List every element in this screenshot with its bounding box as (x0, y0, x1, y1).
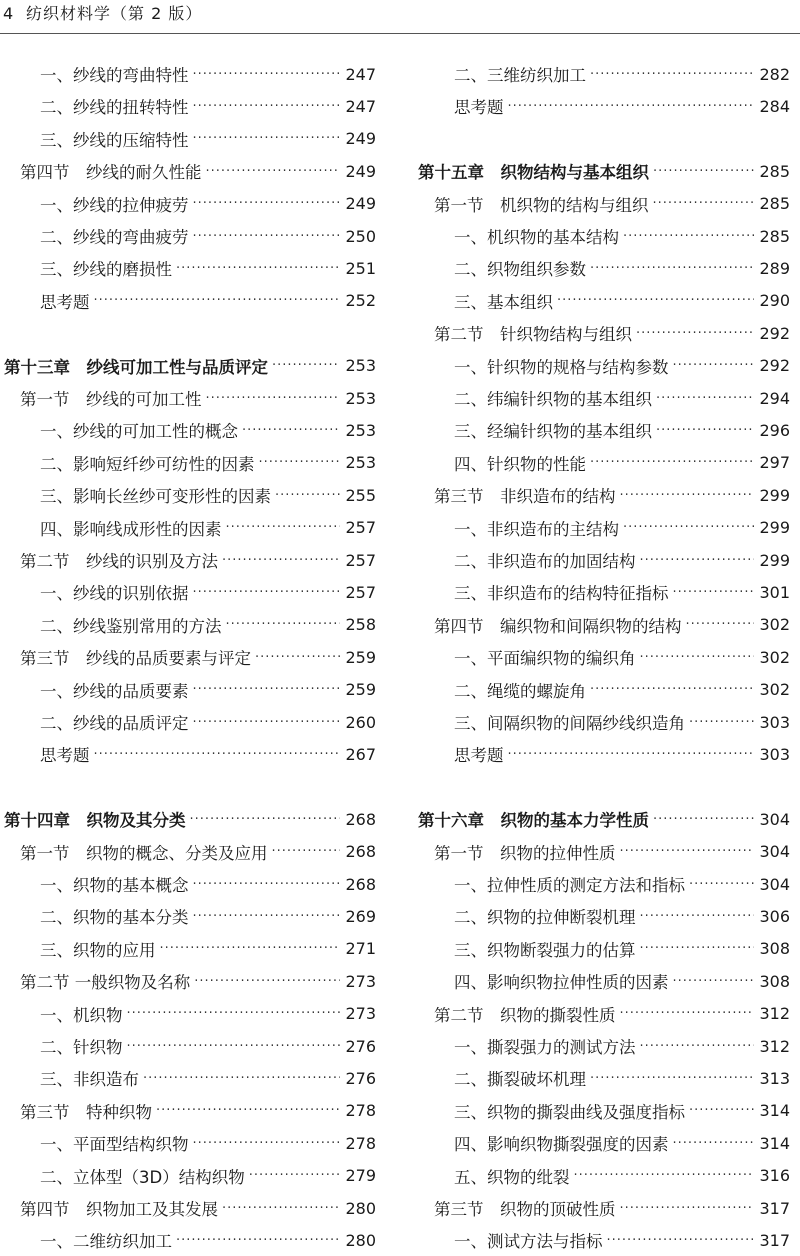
toc-entry-label: 一、测试方法与指标 (454, 1232, 603, 1252)
toc-page-number: 251 (345, 258, 376, 278)
toc-page-number: 257 (345, 518, 376, 538)
toc-page-number: 279 (345, 1166, 376, 1186)
toc-subsection-entry[interactable] (0, 252, 380, 284)
toc-entry-label: 三、纱线的磨损性 (40, 260, 172, 280)
toc-page-number: 303 (759, 712, 790, 732)
toc-subsection-entry[interactable] (414, 447, 794, 479)
toc-page-number: 314 (759, 1101, 790, 1121)
toc-leader-dots (245, 1168, 340, 1183)
toc-leader-dots (189, 99, 341, 114)
toc-entry-label: 一、撕裂强力的测试方法 (454, 1038, 636, 1057)
toc-subsection-entry[interactable] (0, 447, 380, 479)
toc-entry-label: 四、影响线成形性的因素 (40, 519, 222, 539)
toc-subsection-entry[interactable] (0, 220, 380, 252)
toc-page-number: 303 (759, 744, 790, 764)
toc-entry-label: 二、织物的基本分类 (40, 908, 189, 928)
toc-entry-label: 一、平面型结构织物 (40, 1135, 189, 1155)
toc-leader-dots (636, 650, 755, 665)
toc-page-number: 280 (345, 1230, 376, 1250)
toc-subsection-entry[interactable] (414, 1095, 794, 1127)
toc-page-number: 247 (345, 96, 376, 116)
toc-subsection-entry[interactable] (414, 90, 794, 122)
toc-entry-label: 第一节 织物的拉伸性质 (434, 843, 616, 863)
toc-leader-dots (152, 1103, 340, 1118)
toc-section-entry[interactable] (414, 188, 794, 220)
toc-subsection-entry[interactable] (0, 1160, 380, 1192)
toc-leader-dots (616, 844, 755, 859)
toc-page-number: 268 (345, 874, 376, 894)
toc-page-number: 296 (759, 420, 790, 440)
toc-entry-label: 第三节 纱线的品质要素与评定 (20, 649, 251, 669)
toc-page-number: 278 (345, 1133, 376, 1153)
toc-subsection-entry[interactable] (414, 1062, 794, 1094)
toc-leader-dots (603, 1233, 755, 1248)
toc-page-number: 299 (759, 485, 790, 505)
toc-entry-label: 一、纱线的品质要素 (40, 681, 189, 701)
toc-right-column (414, 0, 794, 1252)
toc-subsection-entry[interactable] (414, 512, 794, 544)
toc-page-number: 258 (345, 615, 376, 635)
toc-subsection-entry[interactable] (414, 58, 794, 90)
toc-leader-dots (669, 1136, 755, 1151)
toc-section-entry[interactable] (414, 317, 794, 349)
toc-page-number: 285 (759, 161, 790, 181)
toc-entry-label: 二、织物组织参数 (454, 260, 586, 280)
toc-leader-dots (202, 164, 341, 179)
toc-page-number: 253 (345, 356, 376, 376)
toc-entry-label: 四、影响织物撕裂强度的因素 (454, 1135, 669, 1155)
toc-page-number: 259 (345, 647, 376, 667)
toc-entry-label: 一、机织物 (40, 1005, 123, 1025)
toc-subsection-entry[interactable] (414, 868, 794, 900)
toc-entry-label: 三、织物的撕裂曲线及强度指标 (454, 1102, 685, 1122)
toc-leader-dots (586, 455, 754, 470)
toc-leader-dots (90, 293, 341, 308)
toc-page-number: 297 (759, 453, 790, 473)
toc-leader-dots (189, 1136, 341, 1151)
toc-page-number: 285 (759, 226, 790, 246)
toc-subsection-entry[interactable] (414, 382, 794, 414)
toc-leader-dots (189, 877, 341, 892)
toc-leader-dots (586, 1071, 754, 1086)
toc-leader-dots (172, 261, 340, 276)
toc-leader-dots (636, 941, 755, 956)
toc-section-entry[interactable] (0, 641, 380, 673)
toc-section-entry[interactable] (0, 544, 380, 576)
toc-entry-label: 第三节 织物的顶破性质 (434, 1200, 616, 1219)
toc-entry-label: 一、非织造布的主结构 (454, 519, 619, 539)
toc-page-number: 306 (759, 906, 790, 926)
toc-page-number: 278 (345, 1101, 376, 1121)
toc-subsection-entry[interactable] (414, 674, 794, 706)
toc-entry-label: 一、拉伸性质的测定方法和指标 (454, 876, 685, 895)
toc-chapter-entry[interactable] (414, 803, 794, 835)
toc-entry-label: 一、机织物的基本结构 (454, 228, 619, 247)
toc-page-number: 292 (759, 356, 790, 376)
toc-entry-label: 三、非织造布 (40, 1070, 139, 1090)
toc-subsection-entry[interactable] (414, 706, 794, 738)
toc-entry-label: 二、织物的拉伸断裂机理 (454, 908, 636, 928)
toc-entry-label: 四、针织物的性能 (454, 454, 586, 474)
toc-page-number: 294 (759, 388, 790, 408)
toc-leader-dots (649, 196, 755, 211)
toc-entry-label: 第三节 非织造布的结构 (434, 487, 616, 507)
toc-page-number: 308 (759, 939, 790, 959)
toc-page-number: 304 (759, 809, 790, 829)
header-page-number: 4 (3, 4, 14, 23)
toc-leader-dots (504, 747, 755, 762)
toc-leader-dots (123, 1006, 341, 1021)
toc-leader-dots (636, 1039, 755, 1054)
toc-entry-label: 三、非织造布的结构特征指标 (454, 584, 669, 604)
toc-section-entry[interactable] (0, 1095, 380, 1127)
toc-leader-dots (189, 196, 341, 211)
toc-entry-label: 一、纱线的拉伸疲劳 (40, 195, 189, 215)
toc-page-number: 285 (759, 194, 790, 214)
toc-leader-dots (619, 229, 754, 244)
toc-page-number: 250 (345, 226, 376, 246)
toc-entry-label: 二、纱线的扭转特性 (40, 98, 189, 118)
toc-entry-label: 二、非织造布的加固结构 (454, 552, 636, 571)
toc-subsection-entry[interactable] (0, 479, 380, 511)
toc-subsection-entry[interactable] (0, 1224, 380, 1256)
toc-entry-label: 第四节 编织物和间隔织物的结构 (434, 616, 682, 636)
toc-page-number: 290 (759, 291, 790, 311)
toc-leader-dots (172, 1233, 340, 1248)
toc-leader-dots (271, 488, 340, 503)
toc-entry-label: 第四节 纱线的耐久性能 (20, 163, 202, 183)
toc-entry-label: 二、绳缆的螺旋角 (454, 681, 586, 701)
toc-page-number: 269 (345, 906, 376, 926)
toc-entry-label: 思考题 (40, 746, 90, 766)
toc-page-number: 273 (345, 971, 376, 991)
toc-leader-dots (218, 1201, 340, 1216)
toc-leader-dots (636, 553, 755, 568)
toc-leader-dots (616, 1006, 755, 1021)
toc-leader-dots (632, 326, 754, 341)
toc-page-number: 282 (759, 64, 790, 84)
toc-subsection-entry[interactable] (414, 1127, 794, 1159)
toc-page-number: 308 (759, 971, 790, 991)
toc-leader-dots (652, 391, 754, 406)
toc-entry-label: 第十四章 织物及其分类 (4, 811, 186, 831)
toc-entry-label: 二、针织物 (40, 1038, 123, 1057)
toc-leader-dots (636, 909, 755, 924)
toc-entry-label: 一、织物的基本概念 (40, 876, 189, 895)
toc-entry-label: 第一节 机织物的结构与组织 (434, 195, 649, 215)
toc-leader-dots (586, 261, 754, 276)
toc-section-entry[interactable] (0, 382, 380, 414)
toc-page-number: 249 (345, 161, 376, 181)
toc-entry-label: 思考题 (40, 292, 90, 312)
toc-leader-dots (652, 423, 754, 438)
toc-entry-label: 第二节 织物的撕裂性质 (434, 1005, 616, 1025)
toc-subsection-entry[interactable] (0, 674, 380, 706)
toc-subsection-entry[interactable] (414, 576, 794, 608)
toc-subsection-entry[interactable] (0, 90, 380, 122)
toc-entry-label: 第十六章 织物的基本力学性质 (418, 811, 649, 831)
toc-page-number: 253 (345, 388, 376, 408)
toc-entry-label: 第四节 织物加工及其发展 (20, 1200, 218, 1219)
toc-entry-label: 第二节 一般织物及名称 (20, 973, 191, 993)
toc-subsection-entry[interactable] (414, 220, 794, 252)
toc-page-number: 276 (345, 1036, 376, 1056)
toc-leader-dots (189, 909, 341, 924)
toc-leader-dots (570, 1168, 755, 1183)
toc-page-number: 253 (345, 420, 376, 440)
toc-leader-dots (553, 293, 754, 308)
toc-leader-dots (268, 358, 340, 373)
toc-entry-label: 二、纱线的弯曲疲劳 (40, 228, 189, 247)
toc-subsection-entry[interactable] (414, 350, 794, 382)
toc-leader-dots (616, 488, 755, 503)
toc-page-number: 255 (345, 485, 376, 505)
toc-leader-dots (504, 99, 755, 114)
toc-page-number: 260 (345, 712, 376, 732)
toc-entry-label: 二、立体型（3D）结构织物 (40, 1167, 245, 1187)
toc-entry-label: 思考题 (454, 746, 504, 766)
toc-leader-dots (669, 585, 755, 600)
toc-entry-label: 三、织物的应用 (40, 940, 156, 960)
header-book-title: 纺织材料学（第 2 版） (26, 4, 203, 23)
toc-subsection-entry[interactable] (414, 965, 794, 997)
toc-page-number: 312 (759, 1004, 790, 1024)
toc-section-entry[interactable] (414, 998, 794, 1030)
toc-subsection-entry[interactable] (0, 576, 380, 608)
toc-page-number: 316 (759, 1166, 790, 1186)
toc-section-entry[interactable] (0, 965, 380, 997)
toc-leader-dots (190, 974, 340, 989)
toc-subsection-entry[interactable] (0, 998, 380, 1030)
toc-subsection-entry[interactable] (0, 1127, 380, 1159)
toc-page-number: 313 (759, 1068, 790, 1088)
toc-entry-label: 一、纱线的弯曲特性 (40, 66, 189, 85)
toc-page-number: 259 (345, 680, 376, 700)
toc-page-number: 249 (345, 194, 376, 214)
toc-leader-dots (685, 715, 754, 730)
toc-entry-label: 三、纱线的压缩特性 (40, 130, 189, 150)
toc-entry-label: 四、影响织物拉伸性质的因素 (454, 973, 669, 993)
toc-entry-label: 一、平面编织物的编织角 (454, 649, 636, 669)
toc-section-entry[interactable] (0, 1192, 380, 1224)
toc-entry-label: 第十三章 纱线可加工性与品质评定 (4, 357, 268, 377)
toc-entry-label: 一、针织物的规格与结构参数 (454, 357, 669, 377)
toc-entry-label: 三、基本组织 (454, 292, 553, 312)
toc-page-number: 257 (345, 550, 376, 570)
toc-leader-dots (139, 1071, 340, 1086)
toc-chapter-entry[interactable] (414, 155, 794, 187)
toc-leader-dots (669, 974, 755, 989)
toc-page-number: 302 (759, 647, 790, 667)
toc-entry-label: 一、纱线的识别依据 (40, 584, 189, 604)
toc-page-number: 301 (759, 582, 790, 602)
toc-entry-label: 第二节 针织物结构与组织 (434, 325, 632, 345)
toc-page-number: 268 (345, 842, 376, 862)
toc-leader-dots (268, 844, 341, 859)
toc-subsection-entry[interactable] (0, 512, 380, 544)
toc-page-number: 299 (759, 550, 790, 570)
toc-page-number: 292 (759, 323, 790, 343)
toc-leader-dots (685, 877, 754, 892)
toc-subsection-entry[interactable] (414, 1224, 794, 1256)
toc-page-number: 257 (345, 582, 376, 602)
toc-leader-dots (123, 1039, 341, 1054)
toc-section-entry[interactable] (414, 479, 794, 511)
toc-leader-dots (649, 812, 754, 827)
toc-entry-label: 三、经编针织物的基本组织 (454, 422, 652, 442)
toc-subsection-entry[interactable] (414, 252, 794, 284)
toc-leader-dots (669, 358, 755, 373)
toc-subsection-entry[interactable] (414, 1030, 794, 1062)
toc-chapter-entry[interactable] (0, 350, 380, 382)
toc-page-number: 317 (759, 1198, 790, 1218)
toc-entry-label: 三、织物断裂强力的估算 (454, 940, 636, 960)
toc-page-number: 280 (345, 1198, 376, 1218)
toc-leader-dots (586, 682, 754, 697)
toc-leader-dots (156, 941, 341, 956)
toc-subsection-entry[interactable] (0, 1062, 380, 1094)
toc-subsection-entry[interactable] (414, 900, 794, 932)
toc-entry-label: 二、纱线鉴别常用的方法 (40, 616, 222, 636)
toc-page-number: 314 (759, 1133, 790, 1153)
toc-subsection-entry[interactable] (0, 1030, 380, 1062)
toc-subsection-entry[interactable] (0, 58, 380, 90)
toc-page-number: 299 (759, 518, 790, 538)
toc-page-number: 284 (759, 96, 790, 116)
toc-page-number: 267 (345, 744, 376, 764)
toc-leader-dots (189, 67, 341, 82)
toc-page-number: 317 (759, 1230, 790, 1250)
toc-subsection-entry[interactable] (0, 285, 380, 317)
toc-leader-dots (218, 553, 340, 568)
toc-page-number: 252 (345, 291, 376, 311)
toc-subsection-entry[interactable] (0, 738, 380, 770)
toc-entry-label: 五、织物的纰裂 (454, 1167, 570, 1187)
toc-section-entry[interactable] (414, 1192, 794, 1224)
toc-entry-label: 思考题 (454, 98, 504, 118)
toc-leader-dots (90, 747, 341, 762)
toc-entry-label: 第一节 织物的概念、分类及应用 (20, 843, 268, 863)
toc-page-number: 276 (345, 1068, 376, 1088)
toc-leader-dots (682, 617, 755, 632)
toc-leader-dots (186, 812, 341, 827)
toc-section-entry[interactable] (414, 609, 794, 641)
toc-page-number: 253 (345, 453, 376, 473)
toc-section-entry[interactable] (414, 836, 794, 868)
toc-entry-label: 三、影响长丝纱可变形性的因素 (40, 487, 271, 507)
toc-subsection-entry[interactable] (414, 933, 794, 965)
toc-page-number: 273 (345, 1004, 376, 1024)
toc-leader-dots (649, 164, 754, 179)
toc-leader-dots (222, 617, 341, 632)
toc-page-number: 304 (759, 874, 790, 894)
toc-leader-dots (586, 67, 754, 82)
toc-subsection-entry[interactable] (0, 188, 380, 220)
toc-entry-label: 第二节 纱线的识别及方法 (20, 552, 218, 571)
toc-subsection-entry[interactable] (0, 933, 380, 965)
toc-entry-label: 第十五章 织物结构与基本组织 (418, 163, 649, 183)
toc-page-number: 247 (345, 64, 376, 84)
toc-leader-dots (238, 423, 340, 438)
toc-subsection-entry[interactable] (414, 1160, 794, 1192)
toc-leader-dots (616, 1201, 755, 1216)
toc-subsection-entry[interactable] (0, 123, 380, 155)
toc-subsection-entry[interactable] (414, 738, 794, 770)
toc-page-number: 271 (345, 939, 376, 959)
toc-entry-label: 二、三维纺织加工 (454, 66, 586, 85)
toc-subsection-entry[interactable] (0, 609, 380, 641)
toc-leader-dots (251, 650, 340, 665)
toc-entry-label: 二、纱线的品质评定 (40, 714, 189, 733)
toc-entry-label: 第一节 纱线的可加工性 (20, 390, 202, 409)
toc-entry-label: 二、影响短纤纱可纺性的因素 (40, 454, 255, 474)
toc-page-number: 289 (759, 258, 790, 278)
toc-subsection-entry[interactable] (414, 285, 794, 317)
toc-entry-label: 二、纬编针织物的基本组织 (454, 390, 652, 409)
toc-left-column (0, 0, 380, 1252)
toc-leader-dots (255, 455, 341, 470)
toc-page-number: 302 (759, 680, 790, 700)
toc-leader-dots (685, 1103, 754, 1118)
toc-page-number: 312 (759, 1036, 790, 1056)
toc-entry-label: 一、二维纺织加工 (40, 1232, 172, 1252)
toc-leader-dots (222, 520, 341, 535)
toc-leader-dots (189, 585, 341, 600)
toc-chapter-entry[interactable] (0, 803, 380, 835)
toc-entry-label: 二、撕裂破坏机理 (454, 1070, 586, 1090)
toc-subsection-entry[interactable] (0, 706, 380, 738)
toc-entry-label: 三、间隔织物的间隔纱线织造角 (454, 714, 685, 733)
toc-leader-dots (189, 229, 341, 244)
toc-subsection-entry[interactable] (0, 900, 380, 932)
toc-leader-dots (189, 131, 341, 146)
toc-section-entry[interactable] (0, 836, 380, 868)
toc-entry-label: 第三节 特种织物 (20, 1102, 152, 1122)
toc-leader-dots (189, 715, 341, 730)
toc-subsection-entry[interactable] (0, 414, 380, 446)
toc-subsection-entry[interactable] (414, 414, 794, 446)
toc-page-number: 302 (759, 615, 790, 635)
toc-subsection-entry[interactable] (414, 641, 794, 673)
toc-leader-dots (202, 391, 341, 406)
toc-leader-dots (619, 520, 754, 535)
toc-leader-dots (189, 682, 341, 697)
toc-entry-label: 一、纱线的可加工性的概念 (40, 422, 238, 442)
toc-subsection-entry[interactable] (0, 868, 380, 900)
toc-subsection-entry[interactable] (414, 544, 794, 576)
toc-section-entry[interactable] (0, 155, 380, 187)
toc-page-number: 249 (345, 129, 376, 149)
toc-page-number: 268 (345, 809, 376, 829)
toc-page-number: 304 (759, 842, 790, 862)
